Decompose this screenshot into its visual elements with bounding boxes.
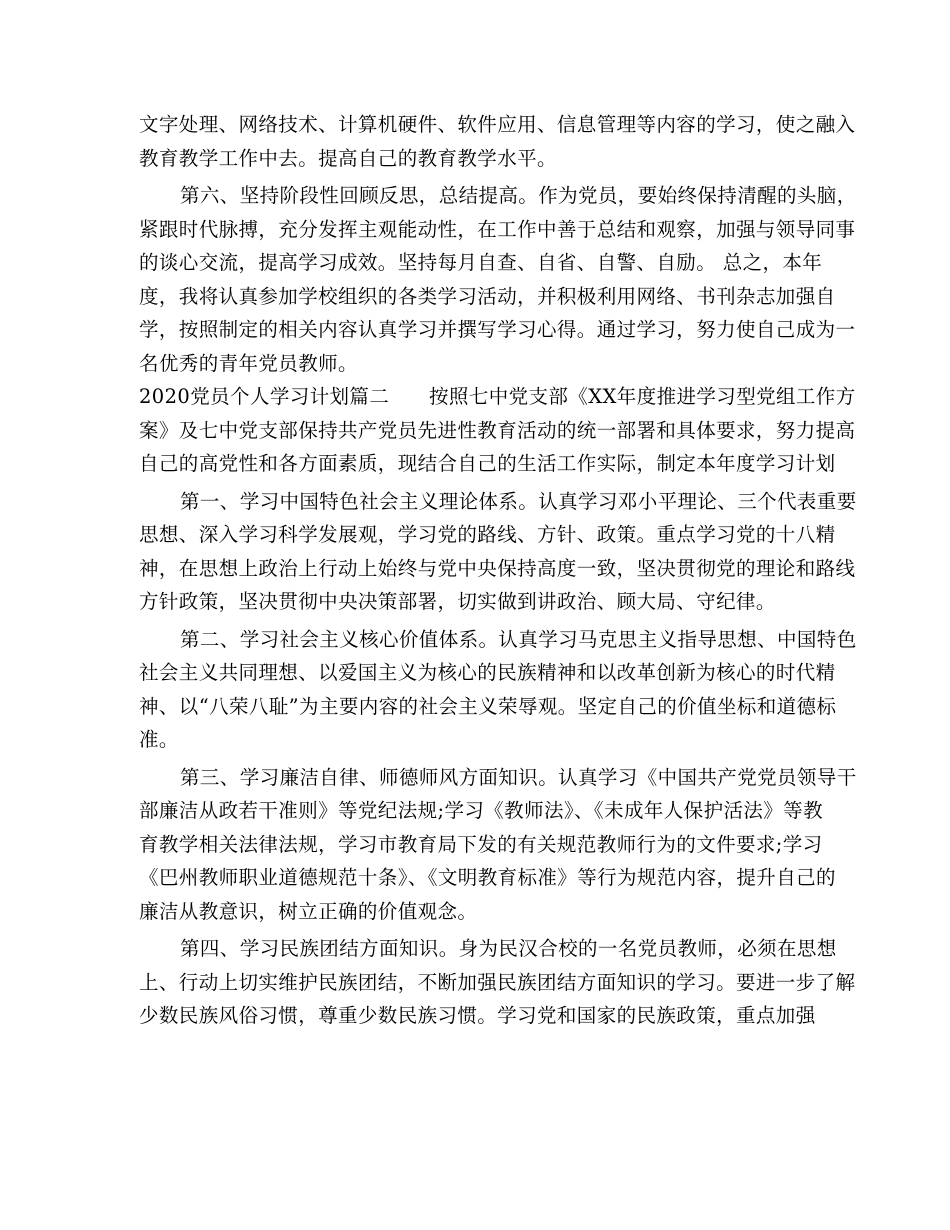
text-line: 文字处理、网络技术、计算机硬件、软件应用、信息管理等内容的学习，使之融入 xyxy=(139,113,856,136)
paragraph-line: 第六、坚持阶段性回顾反思，总结提高。作为党员，要始终保持清醒的头脑， xyxy=(180,184,857,207)
paragraph-line: 第二、学习社会主义核心价值体系。认真学习马克思主义指导思想、中国特色 xyxy=(180,627,857,651)
text-line: 学，按照制定的相关内容认真学习并撰写学习心得。通过学习，努力使自己成为一 xyxy=(139,318,856,341)
paragraph-line: 第一、学习中国特色社会主义理论体系。认真学习邓小平理论、三个代表重要 xyxy=(180,489,857,513)
paragraph-line: 第三、学习廉洁自律、师德师风方面知识。认真学习《中国共产党党员领导干 xyxy=(180,765,857,789)
text-line: 社会主义共同理想、以爱国主义为核心的民族精神和以改革创新为核心的时代精 xyxy=(139,661,836,684)
text-line: 思想、深入学习科学发展观，学习党的路线、方针、政策。重点学习党的十八精 xyxy=(139,523,836,546)
document-body xyxy=(139,108,857,1033)
text-line: 教育教学工作中去。提高自己的教育教学水平。 xyxy=(139,146,557,170)
text-line: 《巴州教师职业道德规范十条》、《文明教育标准》等行为规范内容，提升自己的 xyxy=(139,866,836,889)
section-heading-line: 2020党员个人学习计划篇二 按照七中党支部《XX年度推进学习型党组工作方 xyxy=(139,385,856,408)
text-line: 度，我将认真参加学校组织的各类学习活动，并积极利用网络、书刊杂志加强自 xyxy=(139,284,836,308)
text-line: 神、以“八荣八耻”为主要内容的社会主义荣辱观。坚定自己的价值坐标和道德标 xyxy=(139,694,837,718)
text-line: 神，在思想上政治上行动上始终与党中央保持高度一致，坚决贯彻党的理论和路线 xyxy=(139,556,856,580)
text-line: 少数民族风俗习惯，尊重少数民族习惯。学习党和国家的民族政策，重点加强 xyxy=(139,1004,816,1027)
text-line: 名优秀的青年党员教师。 xyxy=(139,351,358,375)
text-line: 方针政策，坚决贯彻中央决策部署，切实做到讲政治、顾大局、守纪律。 xyxy=(139,590,776,613)
text-line: 准。 xyxy=(139,728,179,751)
text-line: 紧跟时代脉搏，充分发挥主观能动性，在工作中善于总结和观察，加强与领导同事 xyxy=(139,217,856,241)
text-line: 自己的高党性和各方面素质，现结合自己的生活工作实际，制定本年度学习计划 xyxy=(139,452,836,475)
text-line: 案》及七中党支部保持共产党员先进性教育活动的统一部署和具体要求，努力提高 xyxy=(139,418,856,442)
text-line: 的谈心交流，提高学习成效。坚持每月自查、自省、自警、自励。 总之，本年 xyxy=(139,251,823,274)
text-line: 廉洁从教意识，树立正确的价值观念。 xyxy=(139,899,478,923)
text-line: 上、行动上切实维护民族团结，不断加强民族团结方面知识的学习。要进一步了解 xyxy=(139,970,856,994)
paragraph-line: 第四、学习民族团结方面知识。身为民汉合校的一名党员教师，必须在思想 xyxy=(180,937,837,960)
text-line: 育教学相关法律法规，学习市教育局下发的有关规范教师行为的文件要求;学习 xyxy=(139,832,823,856)
text-line: 部廉洁从政若干准则》等党纪法规;学习《教师法》、《未成年人保护活法》等教 xyxy=(139,799,823,822)
